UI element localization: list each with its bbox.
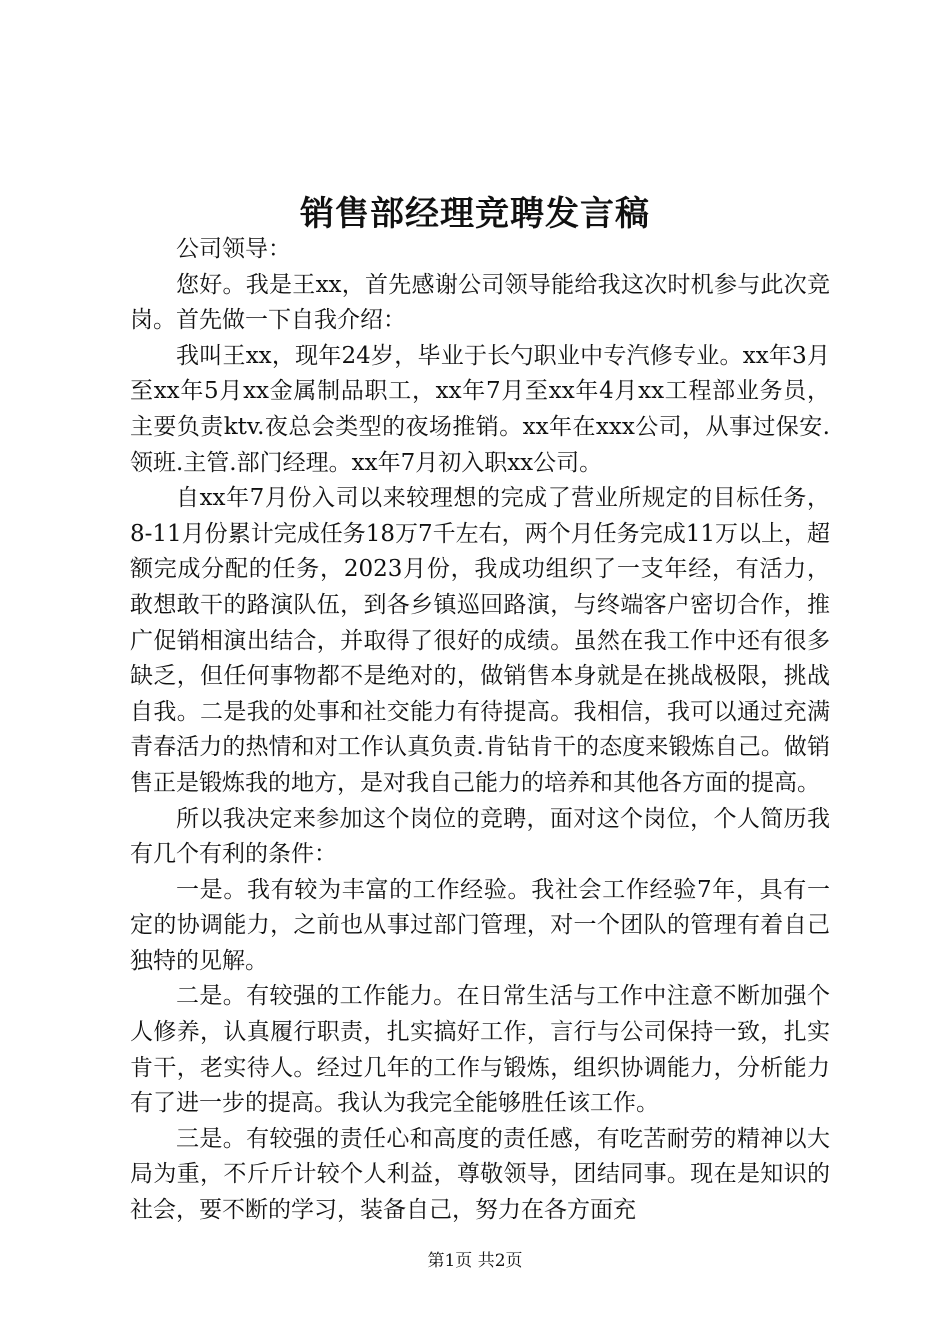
document-title: 销售部经理竞聘发言稿 xyxy=(300,194,650,234)
paragraph-introduction: 我叫王xx，现年24岁，毕业于长勺职业中专汽修专业。xx年3月至xx年5月xx金属制品职工，xx年7月至xx年4月xx工程部业务员，主要负责ktv.夜总会类型的夜场推销。xx年在xxx公司，从事过保安.领班.主管.部门经理。xx年7月初入职xx公司。 xyxy=(130,342,830,476)
document-body xyxy=(130,232,830,1229)
paragraph-point-two: 二是。有较强的工作能力。在日常生活与工作中注意不断加强个人修养，认真履行职责，扎实搞好工作，言行与公司保持一致，扎实肯干，老实待人。经过几年的工作与锻炼，组织协调能力，分析能力有了进一步的提高。我认为我完全能够胜任该工作。 xyxy=(130,983,830,1117)
paragraph-achievements: 自xx年7月份入司以来较理想的完成了营业所规定的目标任务，8-11月份累计完成任务18万7千左右，两个月任务完成11万以上，超额完成分配的任务，2023月份，我成功组织了一支年经，有活力，敢想敢干的路演队伍，到各乡镇巡回路演，与终端客户密切合作，推广促销相演出结合，并取得了很好的成绩。虽然在我工作中还有很多缺乏，但任何事物都不是绝对的，做销售本身就是在挑战极限，挑战自我。二是我的处事和社交能力有待提高。我相信，我可以通过充满青春活力的热情和对工作认真负责.肯钻肯干的态度来锻炼自己。做销售正是锻炼我的地方，是对我自己能力的培养和其他各方面的提高。 xyxy=(130,485,830,796)
page-number-footer: 第1页 共2页 xyxy=(427,1251,523,1271)
paragraph-point-one: 一是。我有较为丰富的工作经验。我社会工作经验7年，具有一定的协调能力，之前也从事过部门管理，对一个团队的管理有着自己独特的见解。 xyxy=(130,876,830,974)
paragraph-decision: 所以我决定来参加这个岗位的竞聘，面对这个岗位，个人简历我有几个有利的条件： xyxy=(130,805,830,868)
paragraph-point-three: 三是。有较强的责任心和高度的责任感，有吃苦耐劳的精神以大局为重，不斤斤计较个人利益，尊敬领导，团结同事。现在是知识的社会，要不断的学习，装备自己，努力在各方面充 xyxy=(130,1125,830,1224)
paragraph-greeting: 您好。我是王xx，首先感谢公司领导能给我这次时机参与此次竞岗。首先做一下自我介绍： xyxy=(130,271,830,334)
paragraph-salutation: 公司领导： xyxy=(176,236,291,262)
